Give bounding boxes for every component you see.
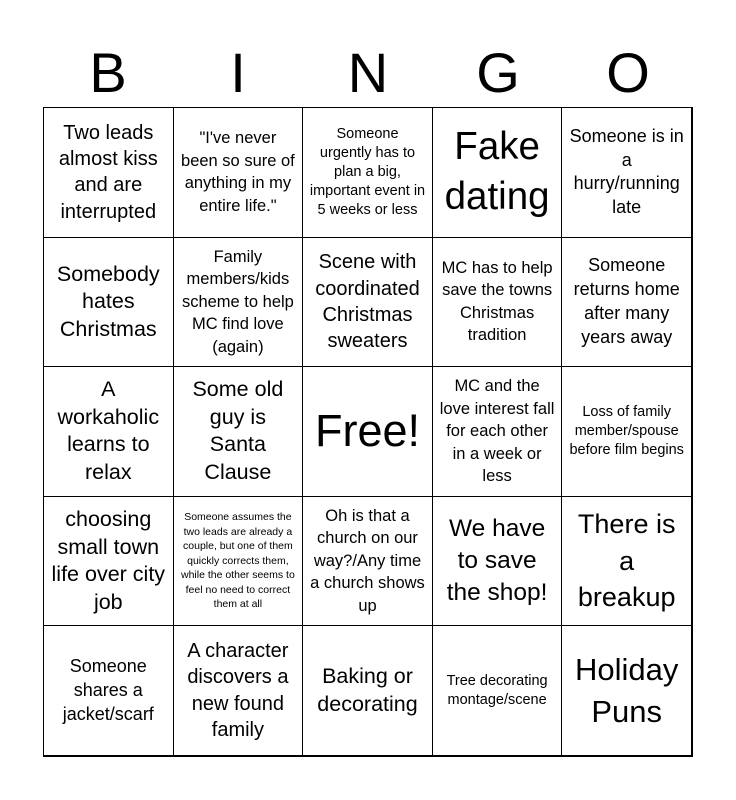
cell-text: MC and the love interest fall for each other in a week or less <box>439 377 555 486</box>
bingo-cell[interactable] <box>173 366 304 497</box>
bingo-cell[interactable] <box>432 107 563 238</box>
cell-text: Baking or decorating <box>317 664 418 716</box>
bingo-cell[interactable] <box>173 237 304 368</box>
cell-text: Fake dating <box>444 125 550 219</box>
cell-text: A workaholic learns to relax <box>57 377 160 484</box>
cell-text: MC has to help save the towns Christmas tradition <box>441 259 553 345</box>
bingo-cell[interactable] <box>302 237 433 368</box>
bingo-cell[interactable] <box>561 496 692 627</box>
cell-text: Someone is in a hurry/running late <box>569 125 684 218</box>
header-letter-i: I <box>230 41 246 104</box>
bingo-cell[interactable] <box>43 625 174 756</box>
bingo-cell[interactable] <box>561 625 692 756</box>
cell-text: There is a breakup <box>577 509 676 613</box>
cell-text: Two leads almost kiss and are interrupted <box>58 121 158 223</box>
cell-text: choosing small town life over city job <box>51 507 166 614</box>
cell-text: Some old guy is Santa Clause <box>192 377 284 484</box>
cell-text: Family members/kids scheme to help MC find love (again) <box>181 247 294 356</box>
bingo-cell[interactable] <box>432 496 563 627</box>
header-letter-o: O <box>606 41 650 104</box>
bingo-cell[interactable] <box>432 366 563 497</box>
header-letter-n: N <box>347 41 389 104</box>
bingo-cell[interactable] <box>561 237 692 368</box>
cell-text: Someone urgently has to plan a big, important event in 5 weeks or less <box>309 126 426 218</box>
header-letter-g: G <box>476 41 520 104</box>
bingo-cell[interactable] <box>43 237 174 368</box>
cell-text: Somebody hates Christmas <box>56 261 160 341</box>
cell-text: Free! <box>314 405 420 457</box>
bingo-cell[interactable] <box>43 107 174 238</box>
header-letter-b: B <box>89 41 127 104</box>
cell-text: Tree decorating montage/scene <box>446 672 548 708</box>
cell-text: Someone returns home after many years away <box>573 255 680 347</box>
cell-text: Oh is that a church on our way?/Any time a church shows up <box>310 507 425 615</box>
cell-text: Loss of family member/spouse before film begins <box>569 404 684 458</box>
bingo-cell[interactable] <box>43 366 174 497</box>
free-space[interactable] <box>302 366 433 497</box>
bingo-cell[interactable] <box>302 625 433 756</box>
cell-text: Scene with coordinated Christmas sweaters <box>315 251 420 353</box>
cell-text: Holiday Puns <box>575 652 679 729</box>
cell-text: "I've never been so sure of anything in my entire life." <box>181 129 295 215</box>
cell-text: A character discovers a new found family <box>187 639 289 742</box>
bingo-cell[interactable] <box>173 107 304 238</box>
bingo-cell[interactable] <box>302 496 433 627</box>
bingo-cell[interactable] <box>173 625 304 756</box>
bingo-cell[interactable] <box>43 496 174 627</box>
bingo-cell[interactable] <box>173 496 304 627</box>
bingo-header <box>43 38 693 108</box>
bingo-cell[interactable] <box>432 625 563 756</box>
bingo-board <box>43 107 693 757</box>
bingo-cell[interactable] <box>561 366 692 497</box>
cell-text: Someone assumes the two leads are already a couple, but one of them quickly corrects them, while the other seems to feel no need to correct them at all <box>180 511 295 611</box>
bingo-cell[interactable] <box>302 107 433 238</box>
cell-text: Someone shares a jacket/scarf <box>62 656 154 724</box>
bingo-cell[interactable] <box>432 237 563 368</box>
cell-text: We have to save the shop! <box>446 514 548 607</box>
bingo-cell[interactable] <box>561 107 692 238</box>
